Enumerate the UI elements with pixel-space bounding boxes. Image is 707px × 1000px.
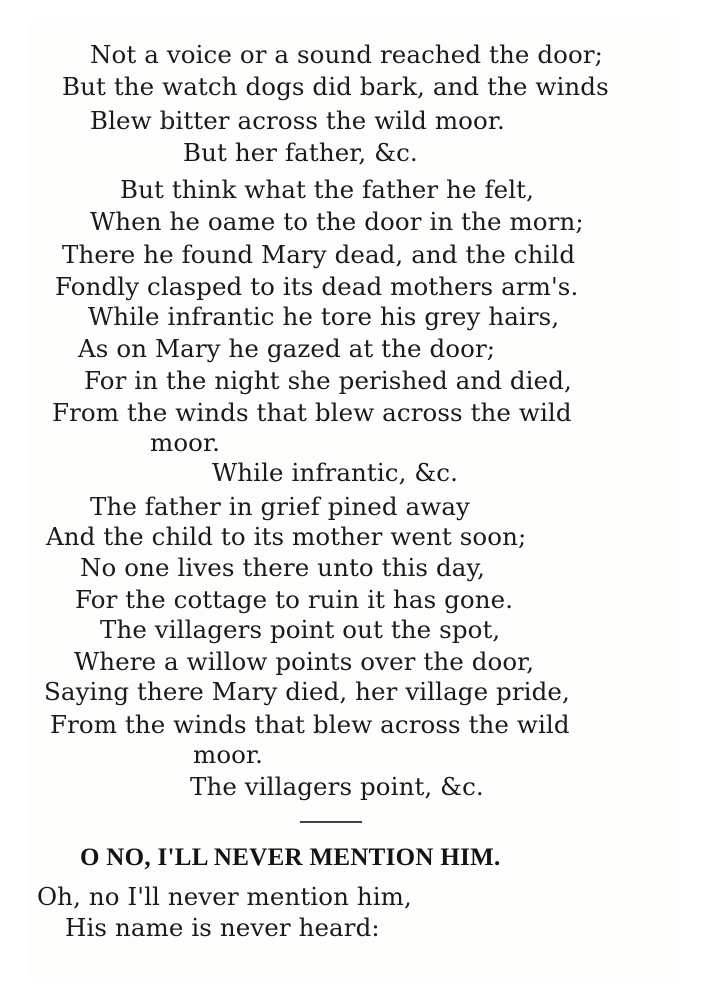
poem-line-6: When he oame to the door in the morn; bbox=[90, 207, 584, 236]
poem-line-12: From the winds that blew across the wild bbox=[52, 398, 572, 427]
poem-line-23: moor. bbox=[193, 740, 264, 769]
poem-line-7: There he found Mary dead, and the child bbox=[62, 240, 576, 269]
poem-line-9: While infrantic he tore his grey hairs, bbox=[88, 302, 560, 331]
poem-line-2: But the watch dogs did bark, and the winds bbox=[62, 72, 609, 101]
song-line-1: Oh, no I'll never mention him, bbox=[37, 882, 412, 911]
poem-line-11: For in the night she perished and died, bbox=[84, 366, 572, 395]
poem-line-21: Saying there Mary died, her village pride, bbox=[44, 677, 570, 706]
poem-line-18: For the cottage to ruin it has gone. bbox=[75, 585, 514, 614]
poem-line-15: The father in grief pined away bbox=[90, 492, 470, 521]
section-divider bbox=[300, 821, 362, 823]
poem-line-8: Fondly clasped to its dead mothers arm's. bbox=[55, 272, 579, 301]
poem-line-17: No one lives there unto this day, bbox=[80, 553, 486, 582]
poem-line-16: And the child to its mother went soon; bbox=[46, 522, 527, 551]
poem-line-10: As on Mary he gazed at the door; bbox=[78, 334, 496, 363]
poem-line-24: The villagers point, &c. bbox=[190, 772, 484, 801]
poem-line-13: moor. bbox=[150, 428, 221, 457]
song-title: O NO, I'LL NEVER MENTION HIM. bbox=[80, 844, 501, 871]
poem-line-14: While infrantic, &c. bbox=[212, 458, 458, 487]
poem-line-3: Blew bitter across the wild moor. bbox=[90, 106, 505, 135]
poem-line-4: But her father, &c. bbox=[183, 138, 418, 167]
poem-line-1: Not a voice or a sound reached the door; bbox=[90, 40, 603, 69]
poem-line-5: But think what the father he felt, bbox=[120, 175, 534, 204]
song-line-2: His name is never heard: bbox=[65, 913, 380, 942]
poem-line-22: From the winds that blew across the wild bbox=[50, 710, 570, 739]
poem-line-20: Where a willow points over the door, bbox=[74, 647, 535, 676]
poem-line-19: The villagers point out the spot, bbox=[100, 615, 501, 644]
